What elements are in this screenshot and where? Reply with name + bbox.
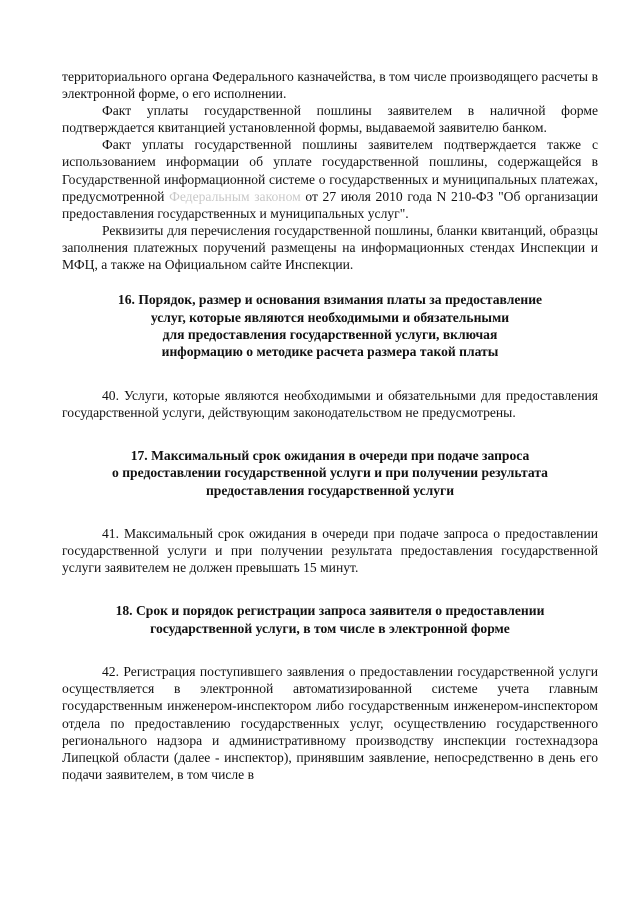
paragraph-cash-payment: Факт уплаты государственной пошлины заявителем в наличной форме подтверждается квитанцией установленной формы, выдаваемой заявителю банком. — [62, 103, 598, 136]
heading-line: 18. Срок и порядок регистрации запроса заявителя о предоставлении — [115, 603, 545, 619]
paragraph-41: 41. Максимальный срок ожидания в очереди при подаче запроса о предоставлении государственной услуги и при получении результата предоставления государственной услуги заявителем не должен превышать 15 минут. — [62, 526, 598, 576]
heading-line: для предоставления государственной услуги, включая — [162, 326, 498, 342]
paragraph-42: 42. Регистрация поступившего заявления о предоставлении государственной услуги осуществляется в электронной автоматизированной системе учета главным государственным инженером-инспектором либо государственным инженером-инспектором отдела по предоставлению государственных услуг, осуществлению государственного регионального надзора и административному производству инспекции гостехнадзора Липецкой области (далее - инспектор), принявшим заявление, непосредственно в день его подачи заявителем, в том числе в — [62, 664, 598, 782]
section-heading-16 — [62, 291, 598, 361]
paragraph-requisites: Реквизиты для перечисления государственной пошлины, бланки квитанций, образцы заполнения платежных поручений размещены на информационных стендах Инспекции и МФЦ, а также на Официальном сайте Инспекции. — [62, 222, 598, 273]
section-heading-18 — [62, 602, 598, 637]
heading-line: предоставления государственной услуги — [205, 482, 455, 498]
document-body — [62, 68, 598, 783]
heading-line: 16. Порядок, размер и основания взимания платы за предоставление — [117, 292, 543, 308]
paragraph-gis-text-b: от 27 июля 2010 года N 210-ФЗ "Об организации предоставления государственных и муниципальных услуг". — [62, 188, 598, 221]
paragraph-40: 40. Услуги, которые являются необходимыми и обязательными для предоставления государственной услуги, действующим законодательством не предусмотрены. — [62, 387, 598, 420]
section-heading-17 — [62, 447, 598, 499]
heading-line: услуг, которые являются необходимыми и обязательными — [150, 309, 510, 325]
paragraph-gis-payment — [62, 136, 598, 221]
federal-law-link[interactable]: Федеральным законом — [169, 188, 301, 204]
heading-line: 17. Максимальный срок ожидания в очереди при подаче запроса — [130, 447, 530, 463]
heading-line: информацию о методике расчета размера такой платы — [161, 344, 499, 360]
heading-line: государственной услуги, в том числе в электронной форме — [150, 620, 510, 636]
paragraph-gis-text-a: Факт уплаты государственной пошлины заявителем подтверждается также с использованием информации об уплате государственной пошлины, содержащейся в Государственной информационной системе о государственных и муниципальных платежах, предусмотренной — [62, 137, 598, 204]
paragraph-continuation: территориального органа Федерального казначейства, в том числе производящего расчеты в электронной форме, о его исполнении. — [62, 69, 598, 102]
heading-line: о предоставлении государственной услуги и при получении результата — [112, 465, 548, 481]
